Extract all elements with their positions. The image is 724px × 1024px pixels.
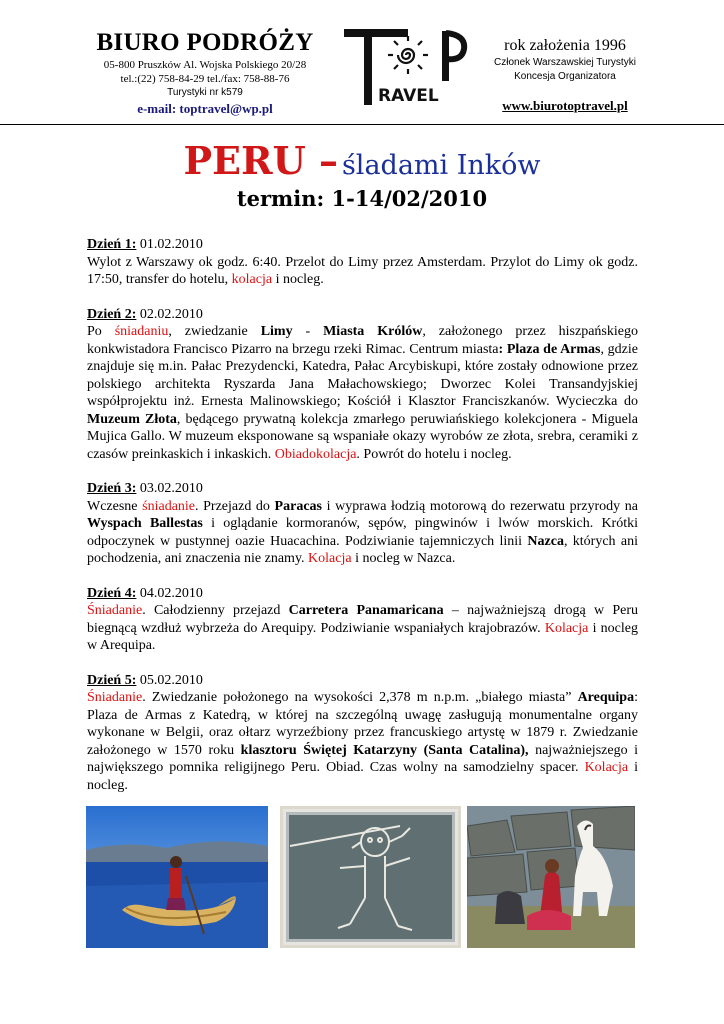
meal-text: Śniadanie: [87, 690, 143, 705]
day-heading: [87, 672, 638, 690]
meal-text: Kolacja: [584, 760, 629, 775]
day-description: [87, 498, 638, 568]
page-title: [0, 138, 724, 183]
description-text: . Przejazd do: [195, 498, 275, 514]
day-entry: [87, 585, 638, 655]
reed-boat-photo: [86, 806, 268, 948]
day-label: Dzień 1:: [87, 237, 137, 252]
description-text: Wczesne: [87, 498, 143, 514]
day-description: [87, 689, 638, 794]
description-text: , założonego przez hiszpańskiego konkwistadora Francisco Pizarro na brzegu rzeki Rimac. Centrum miasta: [87, 324, 638, 357]
day-date: 05.02.2010: [139, 672, 203, 688]
place-name: klasztoru Świętej Katarzyny (Santa Catalina),: [240, 742, 529, 758]
meal-text: kolacja: [231, 272, 273, 287]
day-label: Dzień 5:: [87, 672, 137, 688]
day-label: Dzień 2:: [87, 306, 137, 322]
place-name: Paracas: [274, 498, 322, 514]
place-name: : Plaza de Armas: [498, 341, 601, 357]
description-text: – najważniejszą drogą w Peru biegnącą wzdłuż wybrzeża do Arequipy. Podziwianie wspaniałych krajobrazów.: [87, 603, 638, 636]
meal-text: Obiadokolacja: [274, 446, 357, 462]
description-text: -: [292, 324, 324, 339]
place-name: Nazca: [527, 533, 564, 549]
place-name: Muzeum Złota: [87, 411, 177, 427]
meal-text: śniadanie: [142, 498, 196, 514]
day-entry: [87, 236, 638, 289]
description-text: i wyprawa łodzią motorową do rezerwatu przyrody na: [321, 498, 638, 514]
day-date: 02.02.2010: [139, 306, 203, 322]
day-description: [87, 254, 638, 289]
day-entry: [87, 672, 638, 795]
place-name: Wyspach Ballestas: [87, 516, 203, 531]
place-name: Limy: [260, 324, 293, 339]
svg-text:RAVEL: RAVEL: [378, 86, 439, 106]
description-text: . Powrót do hotelu i nocleg.: [356, 446, 512, 462]
day-date: 04.02.2010: [139, 585, 203, 601]
description-text: i nocleg.: [272, 272, 324, 287]
agency-website-link[interactable]: www.biurotoptravel.pl: [502, 98, 628, 113]
day-heading: [87, 306, 638, 324]
description-text: , zwiedzanie: [168, 324, 261, 339]
membership: Członek Warszawskiej Turystyki: [494, 57, 636, 68]
meal-text: śniadaniu: [114, 324, 169, 339]
day-label: Dzień 4:: [87, 585, 137, 601]
title-main: PERU –: [183, 138, 338, 183]
agency-email[interactable]: e-mail: toptravel@wp.pl: [137, 101, 273, 116]
founded-year: rok założenia 1996: [504, 37, 626, 54]
agency-address: 05-800 Pruszków Al. Wojska Polskiego 20/28: [103, 59, 307, 71]
description-text: i nocleg w Arequipa.: [87, 620, 638, 653]
day-entry: [87, 480, 638, 568]
place-name: Miasta Królów: [323, 324, 423, 339]
day-date: 03.02.2010: [139, 481, 203, 496]
day-heading: [87, 585, 638, 603]
day-description: [87, 602, 638, 655]
description-text: , będącego prywatną kolekcja zmarłego peruwiańskiego kolekcjonera - Miguela Mujica Gallo. W muzeum eksponowane są wspaniałe okazy wyrobów ze złota, srebra, ceramiki z czasów preinkaskich i inkaskich.: [87, 411, 638, 462]
description-text: Po: [87, 324, 115, 339]
description-text: i oglądanie kormoranów, sępów, pingwinów i lwów morskich. Krótki odpoczynek w pustynnej oazie Huacachina. Podziwianie tajemniczych linii: [87, 516, 638, 549]
day-heading: [87, 236, 638, 254]
description-text: , których ani pochodzenia, ani znaczenia nie znamy.: [87, 533, 639, 566]
description-text: , gdzie znajduje się m.in. Pałac Prezydencki, Katedra, Pałac Arcybiskupi, które zostały odnowione przez polskiego architekta Ryszarda Jana Małachowskiego; Dworzec Kolei Transandyjskiej współprojektu inż. Ernesta Malinowskiego; Kościół i Klasztor Franciszkanów. Wycieczka do: [87, 341, 639, 409]
llama-woman-photo: [467, 806, 635, 948]
description-text: i nocleg w Nazca.: [351, 551, 456, 566]
day-description: [87, 323, 638, 463]
agency-info: [70, 28, 340, 118]
meal-text: Kolacja: [308, 551, 352, 566]
description-text: najważniejszego i największego pomnika religijnego Peru. Obiad. Czas wolny na samodzielny spacer.: [87, 742, 639, 775]
agency-name: BIURO PODRÓŻY: [96, 29, 314, 56]
trip-term: termin: 1-14/02/2010: [236, 186, 488, 211]
place-name: Carretera Panamaricana: [288, 603, 444, 618]
day-label: Dzień 3:: [87, 481, 137, 496]
itinerary: [87, 236, 638, 811]
agency-phones: tel.:(22) 758-84-29 tel./fax: 758-88-76: [120, 73, 290, 85]
description-text: : Plaza de Armas z Katedrą, w której na szczególną uwagę zasługują monumentalne organy wykonane w Belgii, oraz ołtarz wyrzeźbiony przez francuskiego artystę w 1879 r. Zwiedzanie założonego w 1570 roku: [87, 690, 638, 758]
concession: Koncesja Organizatora: [514, 71, 616, 82]
day-heading: [87, 480, 638, 498]
agency-license: Turystyki nr k579: [167, 87, 243, 98]
day-date: 01.02.2010: [139, 237, 203, 252]
description-text: . Zwiedzanie położonego na wysokości 2,378 m n.p.m. „białego miasta”: [142, 690, 578, 705]
description-text: Wylot z Warszawy ok godz. 6:40. Przelot do Limy przez Amsterdam. Przylot do Limy ok godz. 17:50, transfer do hotelu,: [87, 254, 638, 287]
nazca-astronaut-photo: [280, 806, 461, 948]
agency-extra: [470, 36, 660, 114]
meal-text: Kolacja: [544, 620, 589, 636]
description-text: i nocleg.: [87, 760, 639, 793]
day-entry: [87, 306, 638, 464]
header-divider: [0, 124, 724, 125]
top-travel-logo: [342, 25, 468, 109]
place-name: Arequipa: [577, 690, 635, 705]
title-sub: śladami Inków: [341, 150, 541, 181]
meal-text: Śniadanie: [87, 603, 143, 618]
description-text: . Całodzienny przejazd: [142, 603, 289, 618]
